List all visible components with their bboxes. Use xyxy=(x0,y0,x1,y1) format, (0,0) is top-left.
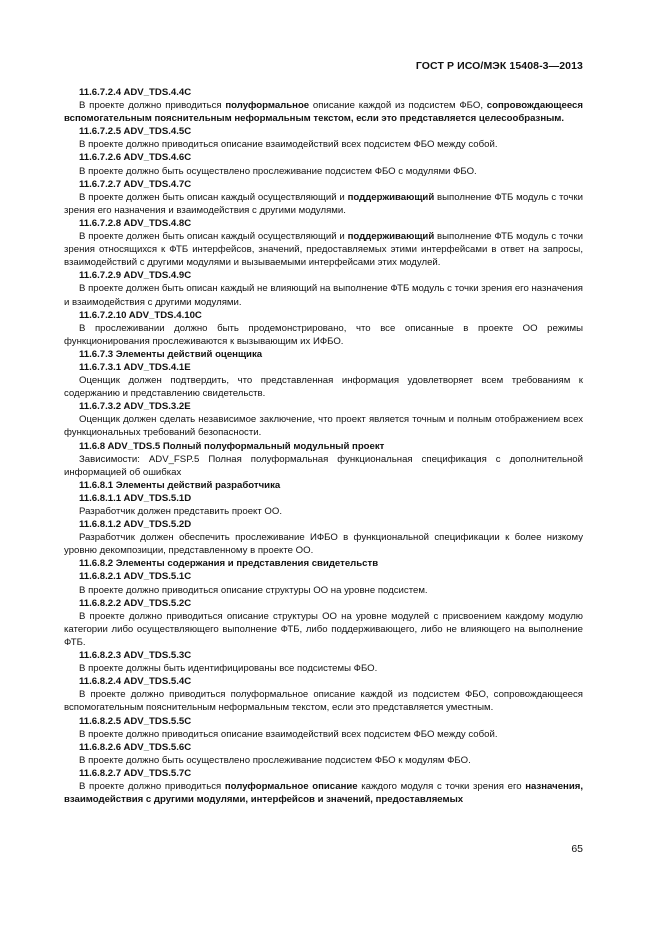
section-heading: 11.6.7.2.9 ADV_TDS.4.9C xyxy=(79,270,192,282)
text-run: каждого модуля с точки зрения его xyxy=(357,780,526,792)
text-run: В проекте должно приводиться описание структуры ОО на уровне модулей с присвоением каждому модулю категории либо осуществляющего выполнение ФТБ, либо поддерживающего, либо не влияющего на выполнение ФТБ. xyxy=(64,610,583,648)
text-run: В проекте должен быть описан каждый не влияющий на выполнение ФТБ модуль с точки зрения его назначения и взаимодействия с другими модулями. xyxy=(64,283,583,308)
text-run: В проекте должен быть описан каждый осуществляющий и xyxy=(79,231,348,243)
section-heading: 11.6.7.2.10 ADV_TDS.4.10C xyxy=(79,309,202,321)
section-heading: 11.6.7.2.7 ADV_TDS.4.7C xyxy=(79,178,192,190)
text-run: Оценщик должен сделать независимое заключение, что проект является точным и полным отображением всех функциональных требований безопасности. xyxy=(64,414,583,439)
bold-text-run: полуформальное описание xyxy=(224,780,358,792)
section-heading: 11.6.8 ADV_TDS.5 Полный полуформальный модульный проект xyxy=(79,440,385,452)
text-run: В проекте должно приводиться описание взаимодействий всех подсистем ФБО между собой. xyxy=(79,139,498,151)
paragraph xyxy=(64,780,583,806)
paragraph xyxy=(64,584,583,597)
paragraph xyxy=(64,413,583,439)
text-run: описание каждой из подсистем ФБО, xyxy=(309,100,487,112)
paragraph xyxy=(64,662,583,675)
paragraph xyxy=(64,322,583,348)
text-run: В проекте должно приводиться описание взаимодействий всех подсистем ФБО между собой. xyxy=(79,728,498,740)
text-run: В проекте должно приводиться xyxy=(79,780,225,792)
section-heading: 11.6.8.1 Элементы действий разработчика xyxy=(79,479,281,491)
text-run: В проекте должно приводиться описание структуры ОО на уровне подсистем. xyxy=(79,584,428,596)
section-heading: 11.6.8.2.7 ADV_TDS.5.7C xyxy=(79,767,192,779)
text-run: В проекте должно быть осуществлено прослеживание подсистем ФБО к модулям ФБО. xyxy=(79,754,471,766)
paragraph xyxy=(64,453,583,479)
section-heading: 11.6.8.2 Элементы содержания и представления свидетельств xyxy=(79,558,379,570)
section-heading: 11.6.7.2.8 ADV_TDS.4.8C xyxy=(79,217,192,229)
section-heading: 11.6.7.2.6 ADV_TDS.4.6C xyxy=(79,152,192,164)
paragraph xyxy=(64,282,583,308)
document-body xyxy=(64,86,583,806)
paragraph xyxy=(64,99,583,125)
section-heading: 11.6.8.1.1 ADV_TDS.5.1D xyxy=(79,492,192,504)
page-number: 65 xyxy=(571,843,583,855)
text-run: выполнение ФТБ модуль с точки зрения его назначения и взаимодействия с другими модулями. xyxy=(64,191,583,216)
text-run: В проекте должны быть идентифицированы все подсистемы ФБО. xyxy=(79,663,378,675)
paragraph xyxy=(64,754,583,767)
section-heading: 11.6.7.2.4 ADV_TDS.4.4C xyxy=(79,87,192,98)
text-run: Зависимости: ADV_FSP.5 Полная полуформальная функциональная спецификация с дополнительной информацией об ошибках xyxy=(64,453,583,478)
paragraph xyxy=(64,728,583,741)
paragraph xyxy=(64,138,583,151)
text-run: Оценщик должен подтвердить, что представленная информация удовлетворяет всем требованиям к содержанию и представлению свидетельств. xyxy=(64,375,583,400)
text-run: Разработчик должен обеспечить прослеживание ИФБО в функциональной спецификации к более низкому уровню декомпозиции, представленному в проекте ОО. xyxy=(64,532,583,557)
text-run: В проекте должен быть описан каждый осуществляющий и xyxy=(79,191,348,203)
page-header: ГОСТ Р ИСО/МЭК 15408-3—2013 xyxy=(415,60,583,72)
section-heading: 11.6.8.2.1 ADV_TDS.5.1C xyxy=(79,571,192,583)
paragraph xyxy=(64,610,583,649)
paragraph xyxy=(64,230,583,269)
section-heading: 11.6.7.3.1 ADV_TDS.4.1E xyxy=(79,361,191,373)
text-run: Разработчик должен представить проект ОО. xyxy=(79,506,282,517)
bold-text-run: полуформальное xyxy=(225,100,310,112)
paragraph xyxy=(64,688,583,714)
bold-text-run: сопровождающееся вспомогательным пояснительным неформальным текстом, если это представляется целесообразным. xyxy=(64,100,583,125)
section-heading: 11.6.8.2.4 ADV_TDS.5.4C xyxy=(79,676,192,688)
paragraph xyxy=(64,191,583,217)
bold-text-run: поддерживающий xyxy=(347,231,435,243)
section-heading: 11.6.7.3.2 ADV_TDS.3.2E xyxy=(79,401,191,413)
text-run: выполнение ФТБ модуль с точки зрения относящихся к ФТБ интерфейсов, значений, предоставляемых этими интерфейсами в ответ на запросы, взаимодействий с другими модулями и вызываемыми интерфейсами этих модулей. xyxy=(64,231,583,269)
section-heading: 11.6.8.2.2 ADV_TDS.5.2C xyxy=(79,597,192,609)
section-heading: 11.6.8.2.3 ADV_TDS.5.3C xyxy=(79,650,192,662)
section-heading: 11.6.8.2.5 ADV_TDS.5.5C xyxy=(79,715,192,727)
section-heading: 11.6.7.3 Элементы действий оценщика xyxy=(79,348,263,360)
text-run: В проекте должно приводиться xyxy=(79,100,226,112)
text-run: В прослеживании должно быть продемонстрировано, что все описанные в проекте ОО режимы функционирования прослеживаются к вызывающим их ИФБО. xyxy=(64,322,583,347)
paragraph xyxy=(64,165,583,178)
paragraph xyxy=(64,531,583,557)
bold-text-run: поддерживающий xyxy=(347,191,435,203)
section-heading: 11.6.8.2.6 ADV_TDS.5.6C xyxy=(79,741,192,753)
section-heading: 11.6.8.1.2 ADV_TDS.5.2D xyxy=(79,519,192,531)
bold-text-run: назначения, взаимодействия с другими модулями, интерфейсов и значений, предоставляемых xyxy=(64,780,583,806)
text-run: В проекте должно быть осуществлено прослеживание подсистем ФБО с модулями ФБО. xyxy=(79,165,477,177)
paragraph xyxy=(64,505,583,518)
section-heading: 11.6.7.2.5 ADV_TDS.4.5C xyxy=(79,126,192,138)
paragraph xyxy=(64,374,583,400)
text-run: В проекте должно приводиться полуформальное описание каждой из подсистем ФБО, сопровождающееся вспомогательным пояснительным неформальным текстом, если это представляется уместным. xyxy=(64,689,583,714)
